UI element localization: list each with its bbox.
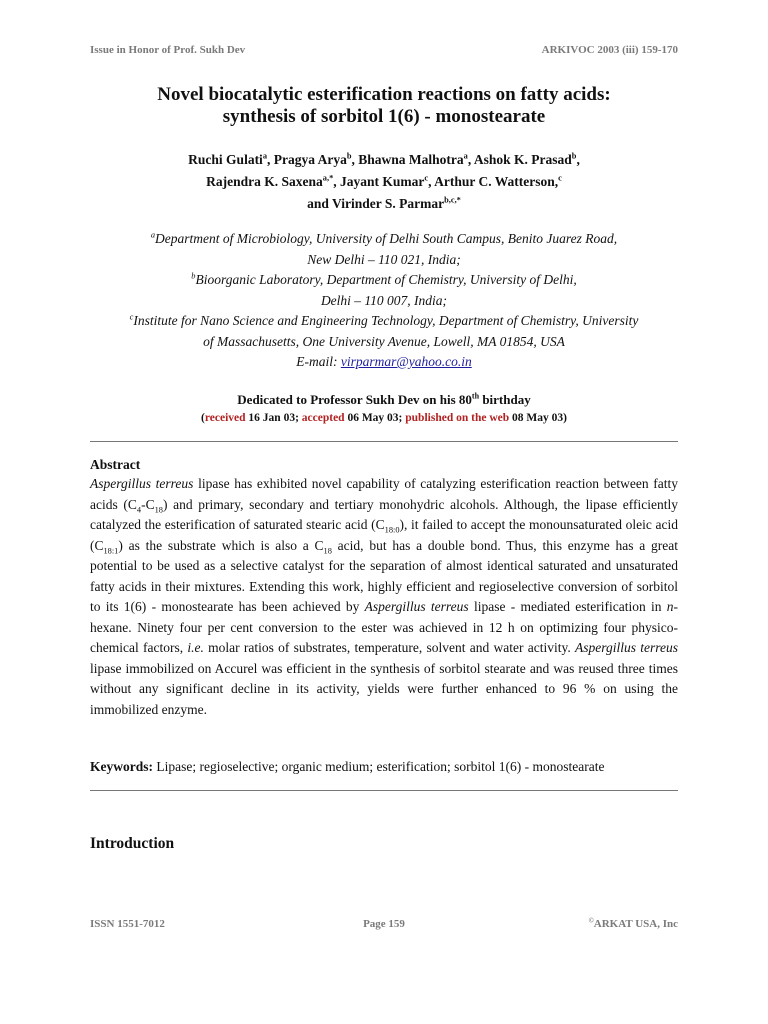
subscript: 18:0 [384, 525, 400, 535]
email-line [60, 352, 708, 373]
dedication [60, 390, 708, 409]
author-name: Rajendra K. Saxena [206, 174, 323, 189]
author-affil-mark: b [571, 151, 577, 161]
affiliation-mark: a [150, 230, 156, 240]
author-conjunction: and [307, 196, 329, 211]
author-name: Bhawna Malhotra [358, 152, 464, 167]
accepted-label: accepted [301, 412, 345, 424]
dedication-tail: birthday [479, 392, 531, 407]
abstract-text: ) and primary, secondary and tertiary monohydric alcohols. Although, the lipase efficiently catalyzed the esterification of saturated stearic acid (C [90, 496, 678, 532]
title-line-2: synthesis of sorbitol 1(6) - monostearate [222, 106, 546, 127]
email-label: E-mail: [296, 354, 341, 369]
abstract-text: molar ratios of substrates, temperature, solvent and water activity. [203, 640, 576, 655]
abstract-body [90, 474, 678, 720]
author-affil-mark: b,c,* [444, 195, 461, 205]
email-link[interactable]: virparmar@yahoo.co.in [340, 354, 472, 369]
affiliations [60, 229, 708, 373]
accepted-date: 06 May 03; [344, 412, 406, 424]
abstract-text: acid, but has a double bond. Thus, this enzyme has a great potential to be used as a selective catalyst for the separation of almost identical saturated and unsaturated fatty acids in their mixtures. Extending this work, highly efficient and regioselective conversion of sorbitol to its 1(6) - monostearate has been achieved by [90, 537, 679, 614]
footer-issn: ISSN 1551-7012 [90, 918, 165, 930]
affiliation-text: Bioorganic Laboratory, Department of Chemistry, University of Delhi, [195, 272, 577, 287]
affiliation-text: Department of Microbiology, University of Delhi South Campus, Benito Juarez Road, [155, 231, 618, 246]
author-line-2: Rajendra K. Saxena$^{a,*}$, Jayant Kumar$^c$, Arthur C. Watterson,$^c$ [206, 173, 562, 189]
keywords [90, 757, 678, 777]
publication-dates: (received 16 Jan 03; accepted 06 May 03; published on the web 08 May 03) [201, 412, 567, 424]
footer-publisher [589, 918, 678, 930]
author-name: Jayant Kumar [340, 174, 425, 189]
publisher-name: ARKAT USA, Inc [593, 918, 678, 930]
affiliation-text: Institute for Nano Science and Engineering Technology, Department of Chemistry, University [133, 313, 639, 328]
author-affil-mark: a,* [322, 173, 334, 183]
abstract-text: lipase immobilized on Accurel was efficient in the synthesis of sorbitol stearate and was reused three times without any significant decline in its activity, yields were further enhanced to 96 % on using the immobilized enzyme. [90, 660, 678, 717]
published-date: 08 May 03 [509, 412, 564, 424]
author-affil-mark: a [463, 151, 468, 161]
italic-ie: i.e. [187, 640, 204, 655]
affiliation-mark: b [191, 271, 196, 281]
copyright-symbol: © [588, 917, 594, 925]
author-line-1: Ruchi Gulati$^a$, Pragya Arya$^b$, Bhawna Malhotra$^a$, Ashok K. Prasad$^b$, [188, 151, 580, 167]
dedication-text: Dedicated to Professor Sukh Dev on his 80 [237, 392, 472, 407]
author-list [60, 149, 708, 215]
affiliation-a-line-2: New Delhi – 110 021, India; [307, 251, 461, 267]
keywords-text: Lipase; regioselective; organic medium; esterification; sorbitol 1(6) - monostearate [153, 759, 605, 774]
author-affil-mark: a [262, 151, 267, 161]
species-name: Aspergillus terreus [364, 599, 469, 614]
abstract-text: -hexane. Ninety four per cent conversion to the ester was achieved in 12 h on optimizing four physico-chemical factors, [90, 599, 678, 655]
affiliation-c-line-1 [60, 311, 708, 332]
abstract-text: -C [141, 496, 155, 512]
species-name: Aspergillus terreus [90, 476, 194, 491]
affiliation-b-line-1 [60, 270, 708, 291]
author-name: Ashok K. Prasad [473, 152, 572, 167]
affiliation-c-line-2: of Massachusetts, One University Avenue, Lowell, MA 01854, USA [203, 333, 565, 349]
author-line-3 [60, 193, 708, 215]
running-head-left: Issue in Honor of Prof. Sukh Dev [90, 44, 246, 56]
abstract-heading: Abstract [90, 457, 141, 472]
subscript: 18 [323, 546, 332, 556]
received-label: received [204, 412, 246, 424]
species-name: Aspergillus terreus [575, 640, 679, 655]
paper-title [60, 84, 708, 128]
affiliation-a-line-1 [60, 229, 708, 250]
running-head-right: ARKIVOC 2003 (iii) 159-170 [541, 44, 678, 56]
introduction-heading: Introduction [90, 835, 175, 852]
author-affil-mark: c [424, 173, 429, 183]
footer-page-number: Page 159 [363, 918, 405, 930]
abstract-text: ), it failed to accept the monounsaturated oleic acid (C [90, 517, 678, 553]
author-name: Pragya Arya [273, 152, 347, 167]
published-label: published on the web [405, 412, 510, 424]
author-affil-mark: c [558, 173, 562, 183]
dedication-ordinal: th [471, 391, 480, 401]
keywords-label: Keywords: [90, 759, 153, 774]
subscript: 18 [154, 505, 163, 515]
affiliation-b-line-2: Delhi – 110 007, India; [320, 292, 448, 308]
abstract-text: lipase - mediated esterification in [468, 599, 667, 614]
abstract-text: lipase has exhibited novel capability of catalyzing esterification reaction between fatty acids (C [90, 476, 679, 512]
abstract-text: ) as the substrate which is also a C [118, 537, 324, 553]
title-line-1: Novel biocatalytic esterification reactions on fatty acids: [157, 84, 611, 105]
author-name: Ruchi Gulati [188, 152, 263, 167]
author-affil-mark: b [346, 151, 352, 161]
italic-n: n [666, 599, 674, 614]
subscript: 4 [136, 505, 142, 515]
author-name: Virinder S. Parmar [332, 196, 445, 211]
affiliation-mark: c [129, 312, 134, 322]
received-date: 16 Jan 03; [245, 412, 302, 424]
divider-top [90, 441, 678, 442]
author-name: Arthur C. Watterson, [434, 174, 559, 189]
divider-bottom [90, 790, 678, 791]
subscript: 18:1 [103, 546, 119, 556]
